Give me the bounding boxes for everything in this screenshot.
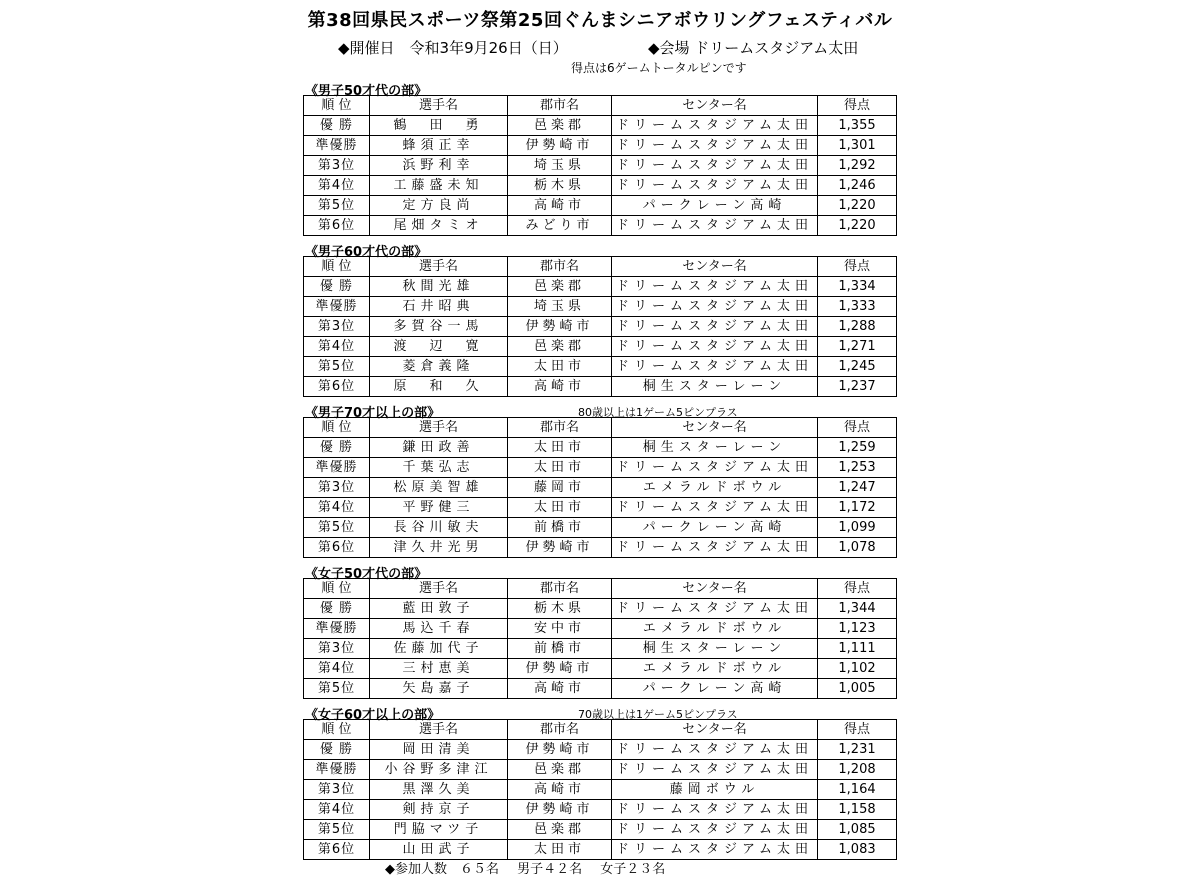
cell-score: 1,172 bbox=[818, 498, 897, 518]
cell-center: ドリームスタジアム太田 bbox=[612, 216, 818, 236]
header-score: 得点 bbox=[818, 720, 897, 740]
results-table bbox=[303, 417, 897, 558]
header-center: センター名 bbox=[612, 579, 818, 599]
cell-center: ドリームスタジアム太田 bbox=[612, 800, 818, 820]
cell-city: 太田市 bbox=[508, 840, 612, 860]
table-row bbox=[304, 619, 897, 639]
header-name: 選手名 bbox=[370, 257, 508, 277]
table-row bbox=[304, 780, 897, 800]
cell-center: ドリームスタジアム太田 bbox=[612, 458, 818, 478]
results-table bbox=[303, 95, 897, 236]
cell-rank: 第3位 bbox=[304, 639, 370, 659]
results-table bbox=[303, 719, 897, 860]
cell-score: 1,099 bbox=[818, 518, 897, 538]
cell-city: 邑楽郡 bbox=[508, 116, 612, 136]
cell-score: 1,237 bbox=[818, 377, 897, 397]
cell-center: 桐生スターレーン bbox=[612, 377, 818, 397]
cell-rank: 第4位 bbox=[304, 337, 370, 357]
results-table bbox=[303, 256, 897, 397]
cell-name: 定方良尚 bbox=[370, 196, 508, 216]
table-row bbox=[304, 538, 897, 558]
cell-score: 1,220 bbox=[818, 196, 897, 216]
cell-rank: 第5位 bbox=[304, 820, 370, 840]
table-row bbox=[304, 317, 897, 337]
table-header-row bbox=[304, 96, 897, 116]
results-document bbox=[303, 0, 897, 876]
cell-rank: 準優勝 bbox=[304, 297, 370, 317]
table-header-row bbox=[304, 579, 897, 599]
document-title: 第38回県民スポーツ祭第25回ぐんまシニアボウリングフェスティバル bbox=[307, 10, 893, 31]
cell-center: ドリームスタジアム太田 bbox=[612, 840, 818, 860]
cell-city: 伊勢崎市 bbox=[508, 740, 612, 760]
table-row bbox=[304, 760, 897, 780]
cell-rank: 第3位 bbox=[304, 156, 370, 176]
cell-center: ドリームスタジアム太田 bbox=[612, 297, 818, 317]
section-title: 《女子60才以上の部》 bbox=[305, 708, 441, 723]
cell-score: 1,344 bbox=[818, 599, 897, 619]
cell-city: 伊勢崎市 bbox=[508, 317, 612, 337]
table-row bbox=[304, 679, 897, 699]
cell-score: 1,246 bbox=[818, 176, 897, 196]
header-name: 選手名 bbox=[370, 720, 508, 740]
cell-name: 平野健三 bbox=[370, 498, 508, 518]
cell-score: 1,102 bbox=[818, 659, 897, 679]
header-city: 郡市名 bbox=[508, 579, 612, 599]
header-score: 得点 bbox=[818, 579, 897, 599]
participant-women: 女子２３名 bbox=[600, 862, 666, 877]
section-title: 《男子50才代の部》 bbox=[305, 84, 428, 99]
cell-rank: 第6位 bbox=[304, 538, 370, 558]
cell-name: 門脇マツ子 bbox=[370, 820, 508, 840]
cell-center: ドリームスタジアム太田 bbox=[612, 820, 818, 840]
header-rank: 順 位 bbox=[304, 257, 370, 277]
cell-score: 1,111 bbox=[818, 639, 897, 659]
cell-score: 1,271 bbox=[818, 337, 897, 357]
cell-name: 工藤盛未知 bbox=[370, 176, 508, 196]
table-row bbox=[304, 518, 897, 538]
table-row bbox=[304, 357, 897, 377]
table-row bbox=[304, 176, 897, 196]
cell-city: 藤岡市 bbox=[508, 478, 612, 498]
event-venue: ◆会場 ドリームスタジアム太田 bbox=[648, 39, 859, 57]
cell-center: ドリームスタジアム太田 bbox=[612, 136, 818, 156]
table-row bbox=[304, 840, 897, 860]
cell-name: 鶴 田 勇 bbox=[370, 116, 508, 136]
event-date: ◆開催日 令和3年9月26日（日） bbox=[338, 39, 568, 57]
cell-city: 高崎市 bbox=[508, 780, 612, 800]
cell-name: 松原美智雄 bbox=[370, 478, 508, 498]
cell-city: 邑楽郡 bbox=[508, 337, 612, 357]
cell-score: 1,334 bbox=[818, 277, 897, 297]
cell-rank: 優 勝 bbox=[304, 277, 370, 297]
cell-city: 伊勢崎市 bbox=[508, 136, 612, 156]
cell-score: 1,164 bbox=[818, 780, 897, 800]
participant-men: 男子４２名 bbox=[517, 862, 583, 877]
cell-city: 太田市 bbox=[508, 458, 612, 478]
cell-city: 太田市 bbox=[508, 438, 612, 458]
section-title: 《男子60才代の部》 bbox=[305, 245, 428, 260]
header-center: センター名 bbox=[612, 418, 818, 438]
table-row bbox=[304, 216, 897, 236]
cell-rank: 第3位 bbox=[304, 478, 370, 498]
section-title: 《女子50才代の部》 bbox=[305, 567, 428, 582]
cell-city: 栃木県 bbox=[508, 599, 612, 619]
cell-center: ドリームスタジアム太田 bbox=[612, 317, 818, 337]
cell-name: 佐藤加代子 bbox=[370, 639, 508, 659]
cell-center: ドリームスタジアム太田 bbox=[612, 156, 818, 176]
cell-name: 黒澤久美 bbox=[370, 780, 508, 800]
cell-city: 栃木県 bbox=[508, 176, 612, 196]
cell-name: 津久井光男 bbox=[370, 538, 508, 558]
cell-score: 1,301 bbox=[818, 136, 897, 156]
section-note: 70歳以上は1ゲーム5ピンプラス bbox=[578, 708, 738, 721]
header-rank: 順 位 bbox=[304, 96, 370, 116]
cell-city: 伊勢崎市 bbox=[508, 659, 612, 679]
cell-center: パークレーン高崎 bbox=[612, 679, 818, 699]
cell-rank: 第5位 bbox=[304, 357, 370, 377]
cell-center: パークレーン高崎 bbox=[612, 518, 818, 538]
participant-total: ◆参加人数 ６５名 bbox=[385, 862, 499, 877]
cell-name: 小谷野多津江 bbox=[370, 760, 508, 780]
cell-score: 1,288 bbox=[818, 317, 897, 337]
section-title: 《男子70才以上の部》 bbox=[305, 406, 441, 421]
cell-city: 太田市 bbox=[508, 357, 612, 377]
cell-rank: 優 勝 bbox=[304, 740, 370, 760]
header-city: 郡市名 bbox=[508, 720, 612, 740]
table-row bbox=[304, 478, 897, 498]
participant-count bbox=[385, 858, 679, 877]
cell-rank: 第4位 bbox=[304, 176, 370, 196]
table-row bbox=[304, 196, 897, 216]
cell-center: エメラルドボウル bbox=[612, 619, 818, 639]
cell-score: 1,083 bbox=[818, 840, 897, 860]
header-center: センター名 bbox=[612, 720, 818, 740]
table-row bbox=[304, 337, 897, 357]
table-header-row bbox=[304, 418, 897, 438]
table-row bbox=[304, 800, 897, 820]
cell-score: 1,333 bbox=[818, 297, 897, 317]
cell-rank: 第3位 bbox=[304, 317, 370, 337]
cell-name: 蜂須正幸 bbox=[370, 136, 508, 156]
cell-name: 多賀谷一馬 bbox=[370, 317, 508, 337]
results-table bbox=[303, 578, 897, 699]
cell-city: 伊勢崎市 bbox=[508, 538, 612, 558]
cell-score: 1,220 bbox=[818, 216, 897, 236]
table-row bbox=[304, 136, 897, 156]
cell-rank: 優 勝 bbox=[304, 116, 370, 136]
table-row bbox=[304, 116, 897, 136]
header-city: 郡市名 bbox=[508, 418, 612, 438]
cell-rank: 第6位 bbox=[304, 377, 370, 397]
cell-score: 1,259 bbox=[818, 438, 897, 458]
cell-name: 秋間光雄 bbox=[370, 277, 508, 297]
cell-rank: 準優勝 bbox=[304, 136, 370, 156]
section-note: 80歳以上は1ゲーム5ピンプラス bbox=[578, 406, 738, 419]
cell-center: ドリームスタジアム太田 bbox=[612, 740, 818, 760]
cell-name: 藍田敦子 bbox=[370, 599, 508, 619]
cell-city: 安中市 bbox=[508, 619, 612, 639]
table-header-row bbox=[304, 257, 897, 277]
cell-name: 馬込千春 bbox=[370, 619, 508, 639]
table-row bbox=[304, 458, 897, 478]
cell-city: 前橋市 bbox=[508, 639, 612, 659]
cell-name: 原 和 久 bbox=[370, 377, 508, 397]
cell-center: パークレーン高崎 bbox=[612, 196, 818, 216]
table-row bbox=[304, 498, 897, 518]
header-rank: 順 位 bbox=[304, 579, 370, 599]
cell-score: 1,085 bbox=[818, 820, 897, 840]
cell-rank: 第5位 bbox=[304, 518, 370, 538]
cell-score: 1,292 bbox=[818, 156, 897, 176]
header-center: センター名 bbox=[612, 96, 818, 116]
table-row bbox=[304, 277, 897, 297]
header-city: 郡市名 bbox=[508, 257, 612, 277]
cell-score: 1,123 bbox=[818, 619, 897, 639]
cell-city: 高崎市 bbox=[508, 377, 612, 397]
cell-score: 1,247 bbox=[818, 478, 897, 498]
scoring-note: 得点は6ゲームトータルピンです bbox=[571, 61, 747, 75]
cell-score: 1,231 bbox=[818, 740, 897, 760]
cell-rank: 第4位 bbox=[304, 659, 370, 679]
cell-city: 太田市 bbox=[508, 498, 612, 518]
cell-center: ドリームスタジアム太田 bbox=[612, 760, 818, 780]
cell-city: 邑楽郡 bbox=[508, 277, 612, 297]
cell-city: 邑楽郡 bbox=[508, 760, 612, 780]
cell-name: 長谷川敏夫 bbox=[370, 518, 508, 538]
cell-name: 剣持京子 bbox=[370, 800, 508, 820]
cell-name: 三村恵美 bbox=[370, 659, 508, 679]
cell-name: 矢島嘉子 bbox=[370, 679, 508, 699]
header-name: 選手名 bbox=[370, 96, 508, 116]
cell-city: 高崎市 bbox=[508, 196, 612, 216]
cell-rank: 優 勝 bbox=[304, 599, 370, 619]
table-row bbox=[304, 297, 897, 317]
cell-center: ドリームスタジアム太田 bbox=[612, 116, 818, 136]
cell-score: 1,078 bbox=[818, 538, 897, 558]
cell-rank: 第6位 bbox=[304, 840, 370, 860]
table-row bbox=[304, 820, 897, 840]
cell-center: エメラルドボウル bbox=[612, 478, 818, 498]
cell-name: 尾畑タミオ bbox=[370, 216, 508, 236]
header-rank: 順 位 bbox=[304, 720, 370, 740]
header-center: センター名 bbox=[612, 257, 818, 277]
cell-rank: 第5位 bbox=[304, 679, 370, 699]
cell-score: 1,208 bbox=[818, 760, 897, 780]
cell-center: ドリームスタジアム太田 bbox=[612, 599, 818, 619]
cell-city: 伊勢崎市 bbox=[508, 800, 612, 820]
cell-name: 鎌田政善 bbox=[370, 438, 508, 458]
cell-rank: 準優勝 bbox=[304, 619, 370, 639]
header-rank: 順 位 bbox=[304, 418, 370, 438]
table-row bbox=[304, 599, 897, 619]
cell-rank: 準優勝 bbox=[304, 760, 370, 780]
cell-center: ドリームスタジアム太田 bbox=[612, 277, 818, 297]
table-row bbox=[304, 740, 897, 760]
cell-city: 邑楽郡 bbox=[508, 820, 612, 840]
table-row bbox=[304, 438, 897, 458]
cell-city: 埼玉県 bbox=[508, 156, 612, 176]
cell-score: 1,355 bbox=[818, 116, 897, 136]
header-city: 郡市名 bbox=[508, 96, 612, 116]
cell-center: ドリームスタジアム太田 bbox=[612, 337, 818, 357]
cell-name: 浜野利幸 bbox=[370, 156, 508, 176]
header-name: 選手名 bbox=[370, 579, 508, 599]
table-header-row bbox=[304, 720, 897, 740]
table-row bbox=[304, 659, 897, 679]
cell-name: 渡 辺 寛 bbox=[370, 337, 508, 357]
cell-center: ドリームスタジアム太田 bbox=[612, 498, 818, 518]
header-score: 得点 bbox=[818, 418, 897, 438]
table-row bbox=[304, 377, 897, 397]
cell-rank: 第4位 bbox=[304, 498, 370, 518]
cell-center: ドリームスタジアム太田 bbox=[612, 176, 818, 196]
header-score: 得点 bbox=[818, 257, 897, 277]
cell-city: 高崎市 bbox=[508, 679, 612, 699]
cell-name: 石井昭典 bbox=[370, 297, 508, 317]
cell-name: 山田武子 bbox=[370, 840, 508, 860]
cell-center: 桐生スターレーン bbox=[612, 639, 818, 659]
cell-rank: 優 勝 bbox=[304, 438, 370, 458]
header-score: 得点 bbox=[818, 96, 897, 116]
table-row bbox=[304, 156, 897, 176]
cell-name: 菱倉義隆 bbox=[370, 357, 508, 377]
cell-center: ドリームスタジアム太田 bbox=[612, 357, 818, 377]
cell-rank: 第3位 bbox=[304, 780, 370, 800]
cell-city: 埼玉県 bbox=[508, 297, 612, 317]
cell-center: 桐生スターレーン bbox=[612, 438, 818, 458]
cell-center: ドリームスタジアム太田 bbox=[612, 538, 818, 558]
cell-city: 前橋市 bbox=[508, 518, 612, 538]
cell-name: 千葉弘志 bbox=[370, 458, 508, 478]
cell-center: 藤岡ボウル bbox=[612, 780, 818, 800]
cell-score: 1,158 bbox=[818, 800, 897, 820]
cell-rank: 準優勝 bbox=[304, 458, 370, 478]
header-name: 選手名 bbox=[370, 418, 508, 438]
cell-rank: 第6位 bbox=[304, 216, 370, 236]
table-row bbox=[304, 639, 897, 659]
cell-score: 1,005 bbox=[818, 679, 897, 699]
cell-rank: 第4位 bbox=[304, 800, 370, 820]
cell-city: みどり市 bbox=[508, 216, 612, 236]
cell-score: 1,253 bbox=[818, 458, 897, 478]
cell-center: エメラルドボウル bbox=[612, 659, 818, 679]
cell-name: 岡田清美 bbox=[370, 740, 508, 760]
cell-score: 1,245 bbox=[818, 357, 897, 377]
cell-rank: 第5位 bbox=[304, 196, 370, 216]
